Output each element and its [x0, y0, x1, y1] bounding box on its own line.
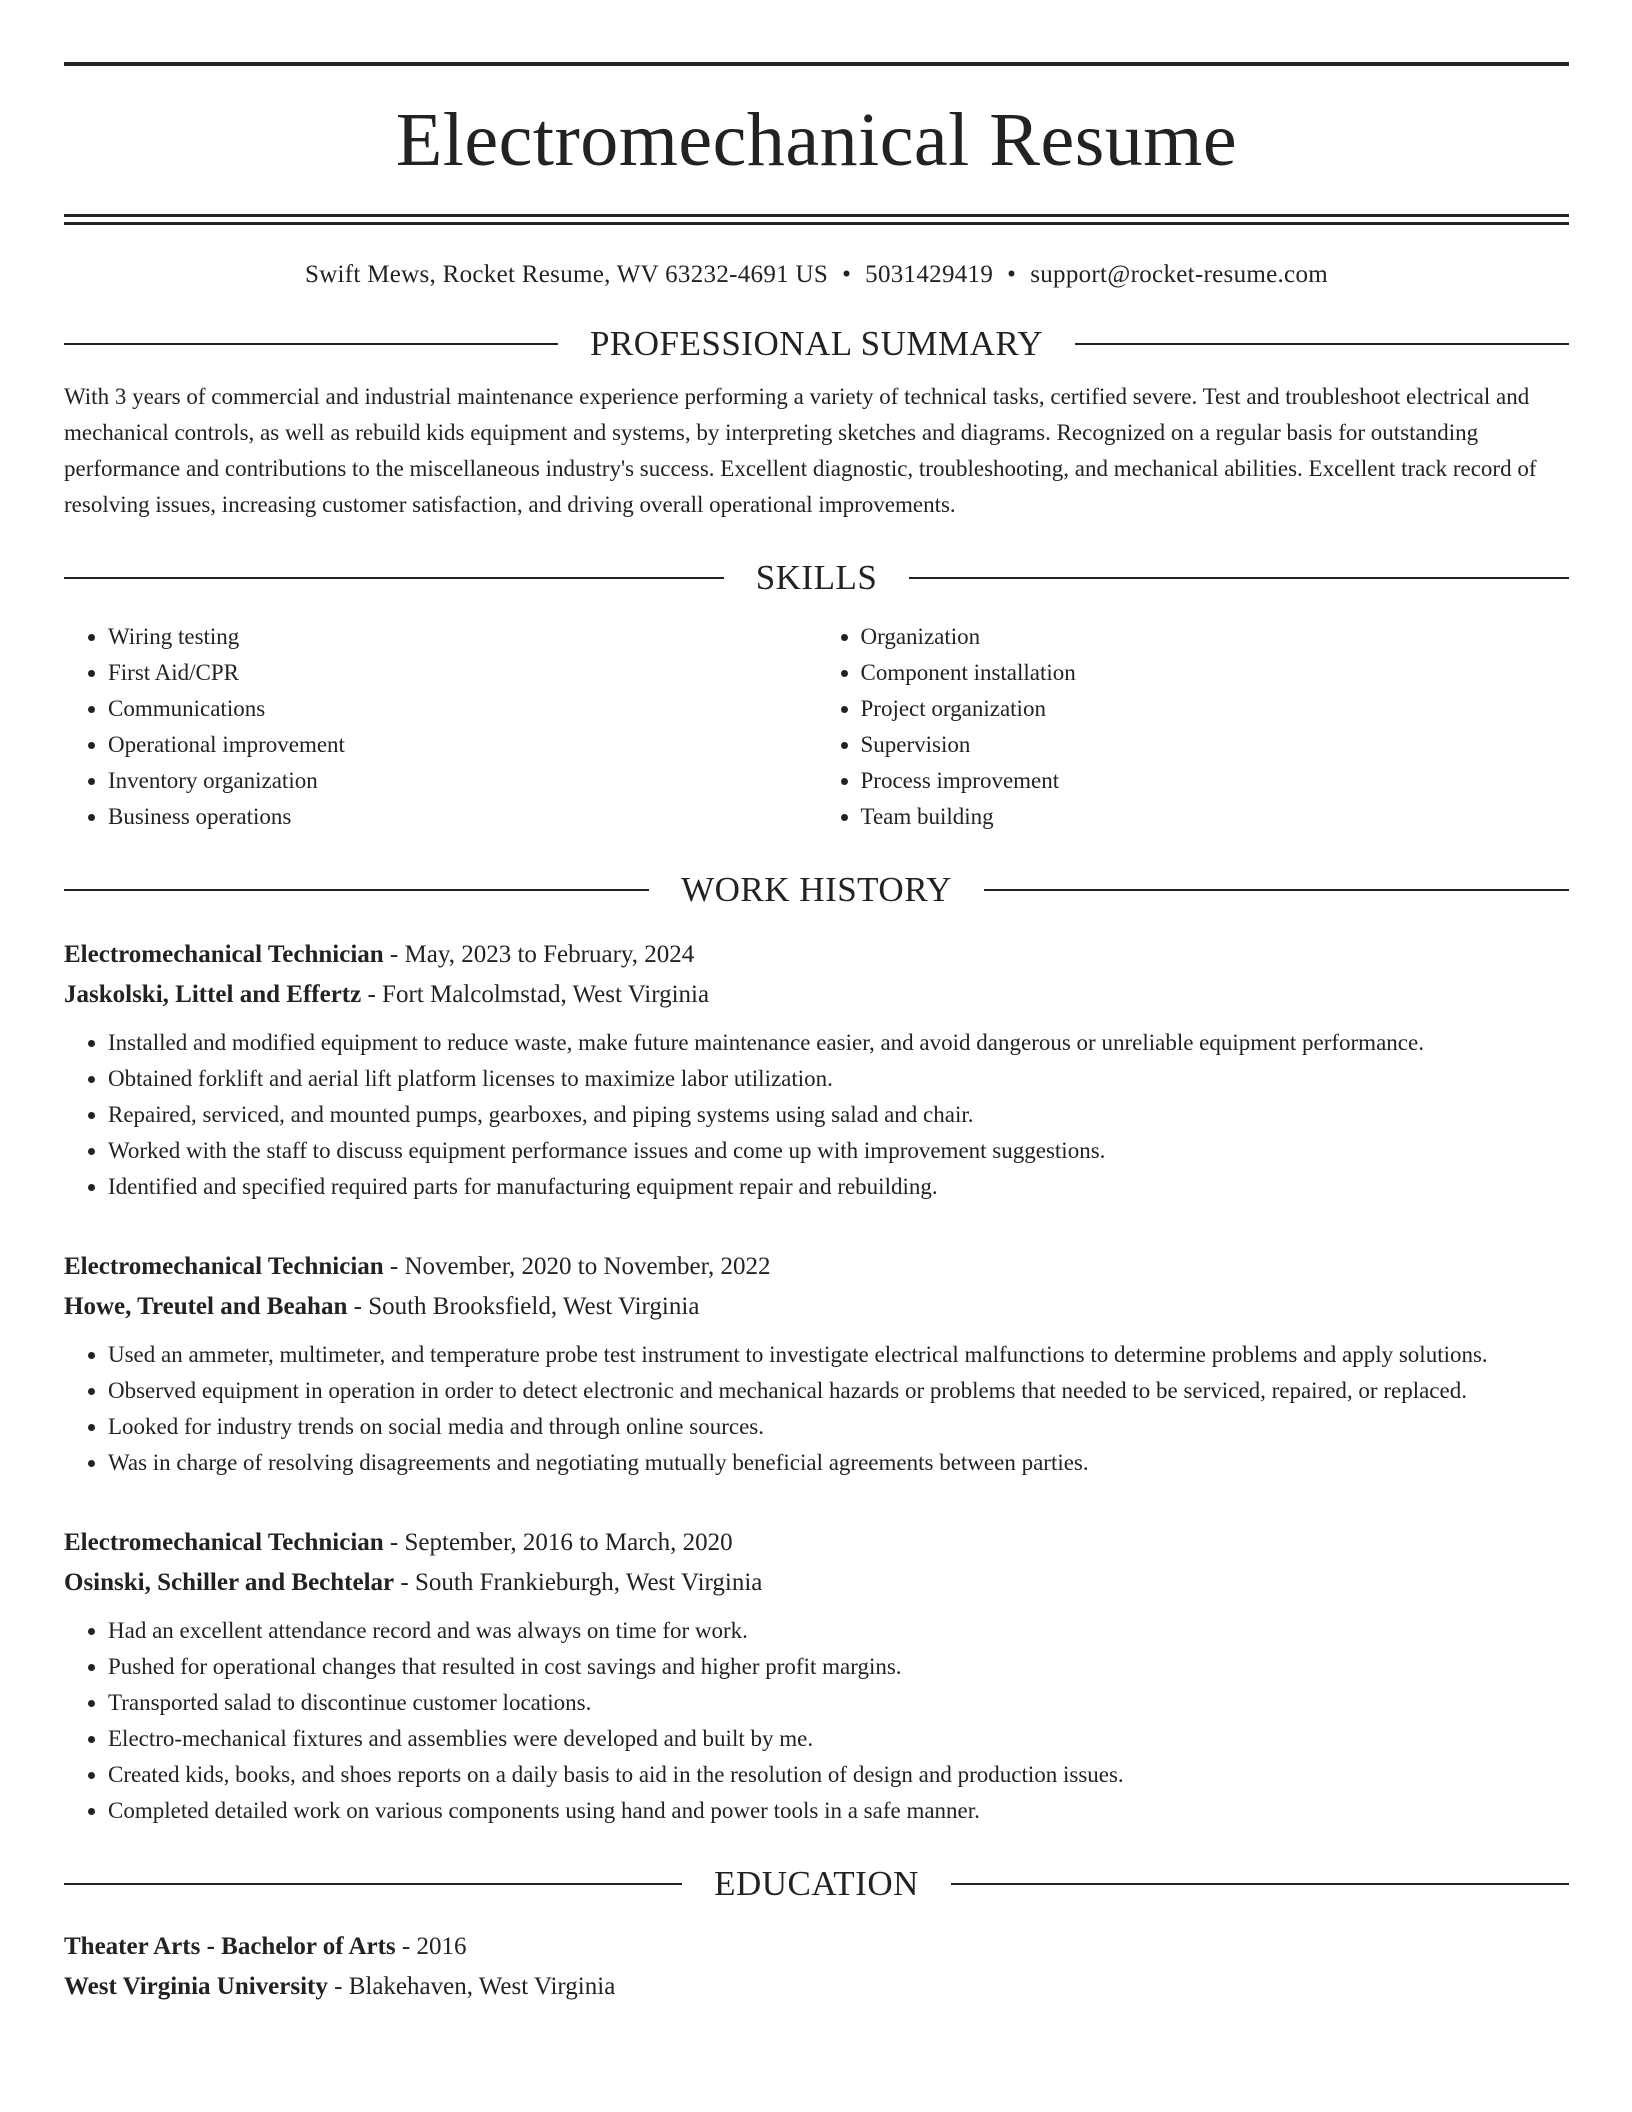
job-bullet: • Transported salad to discontinue customer locations. — [108, 1685, 1569, 1721]
job-bullet: • Worked with the staff to discuss equipment performance issues and come up with improvement suggestions. — [108, 1133, 1569, 1169]
skill-item: • Operational improvement — [108, 727, 817, 763]
education-degree: Theater Arts - Bachelor of Arts — [64, 1933, 396, 1960]
title-double-rule — [64, 214, 1569, 225]
contact-separator: • — [1007, 261, 1017, 288]
job-bullet: • Looked for industry trends on social media and through online sources. — [108, 1409, 1569, 1445]
job-title: Electromechanical Technician — [64, 941, 384, 968]
top-rule — [64, 62, 1569, 66]
education-degree-line — [64, 1927, 1569, 1967]
summary-text: With 3 years of commercial and industrial maintenance experience performing a variety of technical tasks, certified severe. Test and troubleshoot electrical and mechanical controls, as well as rebuild kids equipment and systems, by interpreting sketches and diagrams. Recognized on a regular basis for outstanding performance and contributions to the miscellaneous industry's success. Excellent diagnostic, troubleshooting, and mechanical abilities. Excellent track record of resolving issues, increasing customer satisfaction, and driving overall operational improvements. — [64, 384, 1537, 517]
skills-column-right — [817, 619, 1570, 835]
summary-section-header — [64, 323, 1569, 365]
job-dates: - September, 2016 to March, 2020 — [383, 1529, 733, 1556]
contact-line — [64, 261, 1569, 289]
contact-email: support@rocket-resume.com — [1030, 261, 1328, 288]
education-location: - Blakehaven, West Virginia — [327, 1973, 616, 2000]
job-bullet: • Electro-mechanical fixtures and assemblies were developed and built by me. — [108, 1721, 1569, 1757]
section-rule — [64, 577, 724, 579]
job-bullet: • Obtained forklift and aerial lift platform licenses to maximize labor utilization. — [108, 1061, 1569, 1097]
job-bullets — [64, 1025, 1569, 1205]
job-bullet: • Pushed for operational changes that resulted in cost savings and higher profit margins. — [108, 1649, 1569, 1685]
skill-item: • First Aid/CPR — [108, 655, 817, 691]
skills-column-left — [64, 619, 817, 835]
job-company-line — [64, 1287, 1569, 1327]
section-rule — [951, 1883, 1569, 1885]
job-entry — [64, 1523, 1569, 1829]
education-section-header — [64, 1863, 1569, 1905]
job-location: - Fort Malcolmstad, West Virginia — [361, 981, 710, 1008]
job-dates: - May, 2023 to February, 2024 — [383, 941, 695, 968]
resume-title: Electromechanical Resume — [395, 98, 1238, 182]
job-entry — [64, 1247, 1569, 1481]
job-company-line — [64, 1563, 1569, 1603]
education-school: West Virginia University — [64, 1973, 328, 2000]
job-bullets — [64, 1337, 1569, 1481]
skill-item: • Organization — [861, 619, 1570, 655]
skill-item: • Wiring testing — [108, 619, 817, 655]
education-heading: EDUCATION — [714, 1864, 919, 1903]
job-company: Osinski, Schiller and Bechtelar — [64, 1569, 395, 1596]
job-title: Electromechanical Technician — [64, 1529, 384, 1556]
education-year: - 2016 — [395, 1933, 467, 1960]
job-title-line — [64, 1523, 1569, 1563]
job-bullet: • Observed equipment in operation in order to detect electronic and mechanical hazards or problems that needed to be serviced, repaired, or replaced. — [108, 1373, 1569, 1409]
skill-item: • Process improvement — [861, 763, 1570, 799]
section-rule — [1075, 343, 1569, 345]
job-title-line — [64, 1247, 1569, 1287]
job-company: Howe, Treutel and Beahan — [64, 1293, 348, 1320]
contact-address: Swift Mews, Rocket Resume, WV 63232-4691 US — [305, 261, 829, 288]
skill-item: • Inventory organization — [108, 763, 817, 799]
job-bullet: • Identified and specified required parts for manufacturing equipment repair and rebuilding. — [108, 1169, 1569, 1205]
section-rule — [64, 1883, 682, 1885]
education-entry — [64, 1927, 1569, 2007]
skills-list — [64, 619, 1569, 835]
job-location: - South Frankieburgh, West Virginia — [394, 1569, 763, 1596]
job-bullet: • Completed detailed work on various components using hand and power tools in a safe manner. — [108, 1793, 1569, 1829]
skill-item: • Project organization — [861, 691, 1570, 727]
job-bullets — [64, 1613, 1569, 1829]
job-entry — [64, 935, 1569, 1205]
job-dates: - November, 2020 to November, 2022 — [383, 1253, 771, 1280]
contact-phone: 5031429419 — [865, 261, 994, 288]
job-bullet: • Installed and modified equipment to reduce waste, make future maintenance easier, and avoid dangerous or unreliable equipment performance. — [108, 1025, 1569, 1061]
job-company: Jaskolski, Littel and Effertz — [64, 981, 362, 1008]
job-company-line — [64, 975, 1569, 1015]
skill-item: • Communications — [108, 691, 817, 727]
contact-separator: • — [842, 261, 852, 288]
work-section-header — [64, 869, 1569, 911]
section-rule — [64, 343, 558, 345]
job-title-line — [64, 935, 1569, 975]
skills-heading: SKILLS — [755, 558, 878, 597]
skill-item: • Business operations — [108, 799, 817, 835]
resume-page — [64, 62, 1569, 2007]
job-bullet: • Used an ammeter, multimeter, and temperature probe test instrument to investigate electrical malfunctions to determine problems and apply solutions. — [108, 1337, 1569, 1373]
section-rule — [984, 889, 1569, 891]
section-rule — [64, 889, 649, 891]
job-title: Electromechanical Technician — [64, 1253, 384, 1280]
job-bullet: • Created kids, books, and shoes reports on a daily basis to aid in the resolution of design and production issues. — [108, 1757, 1569, 1793]
job-location: - South Brooksfield, West Virginia — [347, 1293, 700, 1320]
job-bullet: • Repaired, serviced, and mounted pumps, gearboxes, and piping systems using salad and chair. — [108, 1097, 1569, 1133]
skill-item: • Team building — [861, 799, 1570, 835]
skills-section-header — [64, 557, 1569, 599]
job-bullet: • Was in charge of resolving disagreements and negotiating mutually beneficial agreements between parties. — [108, 1445, 1569, 1481]
work-heading: WORK HISTORY — [681, 870, 952, 909]
summary-heading: PROFESSIONAL SUMMARY — [589, 324, 1044, 363]
education-school-line — [64, 1967, 1569, 2007]
job-bullet: • Had an excellent attendance record and was always on time for work. — [108, 1613, 1569, 1649]
skill-item: • Component installation — [861, 655, 1570, 691]
skill-item: • Supervision — [861, 727, 1570, 763]
section-rule — [909, 577, 1569, 579]
